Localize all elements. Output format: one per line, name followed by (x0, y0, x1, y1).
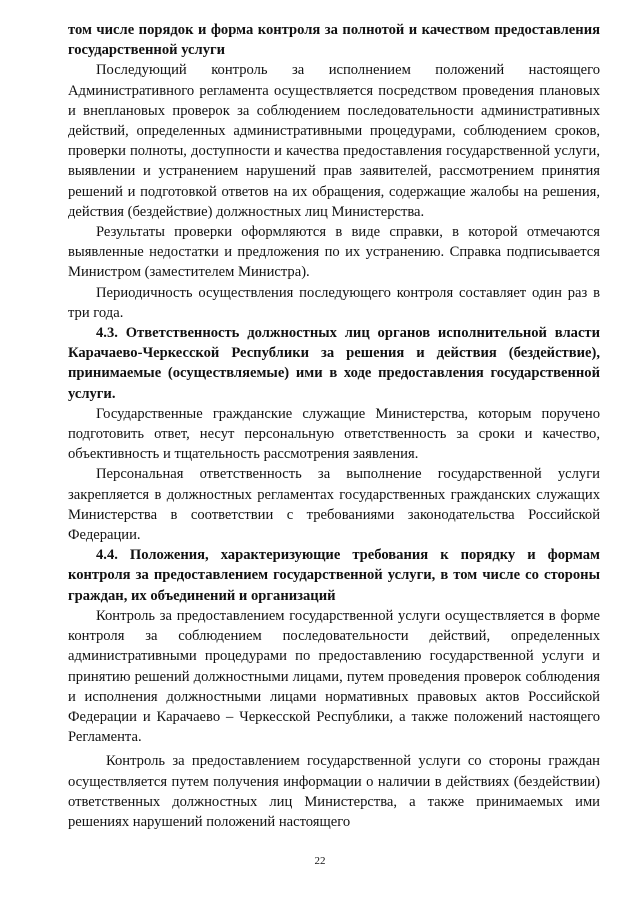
paragraph-follow-up-control: Последующий контроль за исполнением положений настоящего Административного регламента осуществляется посредством проведения плановых и внеплановых проверок за соблюдением последовательности административных действий, определенных административными процедурами, соблюдением сроков, проверки полноты, доступности и качества предоставления государственной услуги, выявлении и устранением нарушений прав заявителей, рассмотрением принятия решений и подготовкой ответов на их обращения, содержащие жалобы на решения, действия (бездействие) должностных лиц Министерства. (68, 62, 600, 220)
section-heading-4-4: 4.4. Положения, характеризующие требования к порядку и формам контроля за предоставлением государственной услуги, в том числе со стороны граждан, их объединений и организаций (68, 547, 600, 604)
paragraph-inspection-results: Результаты проверки оформляются в виде справки, в которой отмечаются выявленные недостатки и предложения по их устранению. Справка подписывается Министром (заместителем Министра). (68, 224, 600, 281)
paragraph-periodicity: Периодичность осуществления последующего контроля составляет один раз в три года. (68, 284, 600, 321)
document-page (68, 20, 600, 832)
paragraph-personal-responsibility: Персональная ответственность за выполнение государственной услуги закрепляется в должностных регламентах государственных гражданских служащих Министерства в соответствии с требованиями законодательства Российской Федерации. (68, 466, 600, 544)
section-heading-4-3: 4.3. Ответственность должностных лиц органов исполнительной власти Карачаево-Черкесской Республики за решения и действия (бездействие), принимаемые (осуществляемые) ими в ходе предоставления государственной услуги. (68, 325, 600, 402)
page-number: 22 (314, 855, 326, 867)
continuation-heading: том числе порядок и форма контроля за полнотой и качеством предоставления государственной услуги (68, 22, 600, 59)
paragraph-control-form: Контроль за предоставлением государственной услуги осуществляется в форме контроля за соблюдением последовательности действий, определенных административными процедурами по предоставлению государственной услуги и принятию решений должностными лицами, путем проведения проверок соблюдения и исполнения должностными лицами нормативных правовых актов Российской Федерации и Карачаево – Черкесской Республики, а также положений настоящего Регламента. (68, 607, 600, 746)
paragraph-civil-servants: Государственные гражданские служащие Министерства, которым поручено подготовить ответ, несут персональную ответственность за сроки и качество, объективность и тщательность рассмотрения заявления. (68, 405, 600, 463)
paragraph-citizen-control: Контроль за предоставлением государственной услуги со стороны граждан осуществляется путем получения информации о наличии в действиях (бездействии) ответственных должностных лиц Министерства, а также принимаемых ими решениях нарушений положений настоящего (68, 753, 600, 830)
